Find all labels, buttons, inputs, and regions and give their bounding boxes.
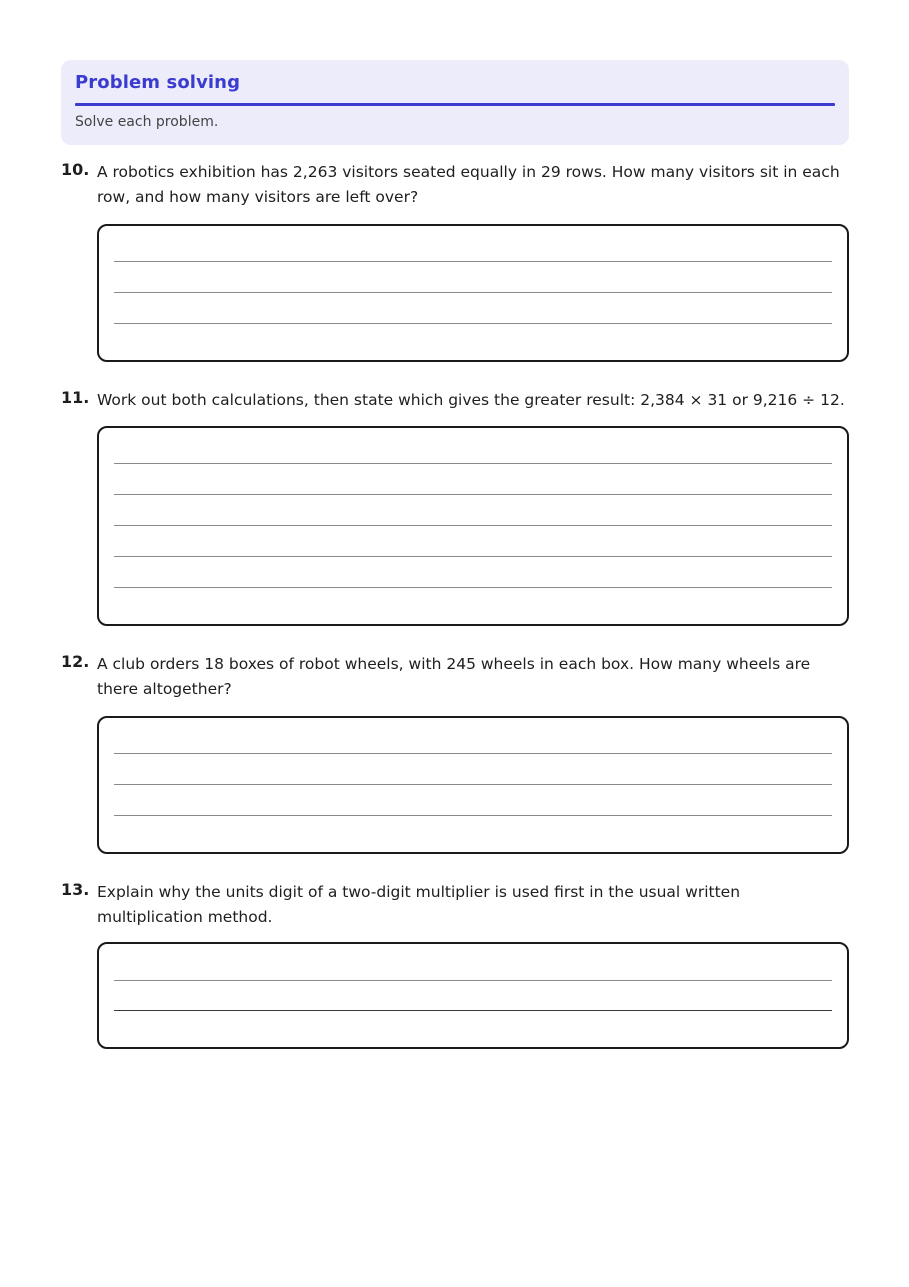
- question-number: 11.: [61, 388, 90, 407]
- section-instruction: Solve each problem.: [75, 114, 219, 130]
- answer-box-10[interactable]: [97, 224, 849, 362]
- answer-box-11[interactable]: [97, 426, 849, 626]
- answer-line: [114, 556, 832, 557]
- question-number: 12.: [61, 652, 90, 671]
- question-text: A robotics exhibition has 2,263 visitors seated equally in 29 rows. How many visitors sit in each row, and how many visitors are left over?: [97, 163, 840, 206]
- answer-box-13[interactable]: [97, 942, 849, 1049]
- section-title: Problem solving: [75, 72, 241, 93]
- answer-line: [114, 292, 832, 293]
- answer-box-12[interactable]: [97, 716, 849, 854]
- answer-line: [114, 463, 832, 464]
- answer-line: [114, 753, 832, 754]
- answer-line: [114, 494, 832, 495]
- answer-line: [114, 1010, 832, 1011]
- question-number: 13.: [61, 880, 90, 899]
- question-text: Work out both calculations, then state which gives the greater result: 2,384 × 31 or 9,216 ÷ 12.: [97, 391, 845, 409]
- question-text: Explain why the units digit of a two-digit multiplier is used first in the usual written multiplication method.: [97, 883, 741, 926]
- section-header: [61, 60, 849, 145]
- question-number: 10.: [61, 160, 90, 179]
- answer-line: [114, 784, 832, 785]
- section-divider: [75, 103, 835, 106]
- answer-line: [114, 587, 832, 588]
- question-text: A club orders 18 boxes of robot wheels, with 245 wheels in each box. How many wheels are there altogether?: [97, 655, 811, 698]
- answer-line: [114, 815, 832, 816]
- answer-line: [114, 261, 832, 262]
- answer-line: [114, 323, 832, 324]
- answer-line: [114, 980, 832, 981]
- answer-line: [114, 525, 832, 526]
